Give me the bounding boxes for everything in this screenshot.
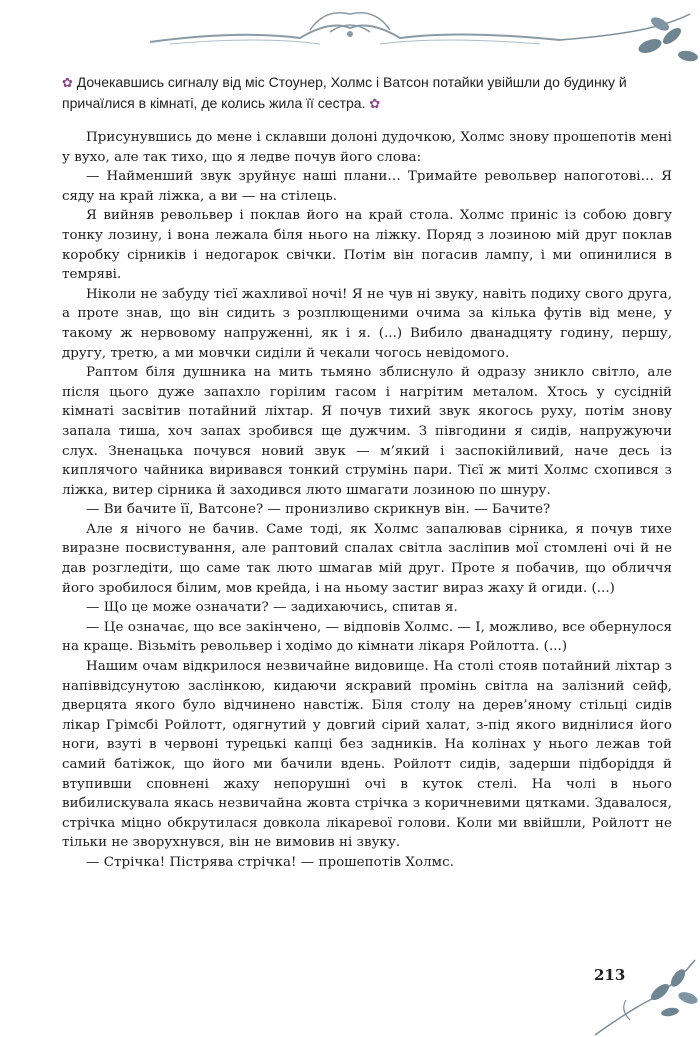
paragraph: — Найменший звук зруйнує наші плани… Тримайте револьвер напоготові… Я сяду на край ліжка, а ви — на стілець. xyxy=(62,169,672,204)
paragraph: Але я нічого не бачив. Саме тоді, як Холмс запалював сірника, я почув тихе виразне посвистування, але раптовий спалах світла засліпив мої стомлені очі й не дав розгледіти, що саме так люто шмагав мій друг. Проте я побачив, що обличчя його зробилося білим, мов крейда, і на ньому застиг вираз жаху й огиди. (...) xyxy=(62,521,672,596)
intro-text: Дочекавшись сигналу від міс Стоунер, Холмс і Ватсон потайки увійшли до будинку й причаїлися в кімнаті, де колись жила її сестра. xyxy=(62,74,627,111)
flower-icon: ✿ xyxy=(62,75,73,90)
paragraph: Раптом біля душника на мить тьмяно зблиснуло й одразу зникло світло, але після цього дуже запахло горілим гасом і нагрітим металом. Хтось у сусідній кімнаті засвітив потайний ліхтар. Я почув тихий звук якогось руху, потім знову запала тиша, хоч запах зробився ще дужчим. З півгодини я сидів, напружуючи слух. Зненацька почувся новий звук — м’який і заспокійливий, наче десь із киплячого чайника виривався тонкий струмінь пари. Тієї ж миті Холмс схопився з ліжка, витер сірника й заходився люто шмагати лозиною по шнуру. xyxy=(62,365,672,498)
story-text xyxy=(62,128,672,873)
paragraph: Присунувшись до мене і склавши долоні дудочкою, Холмс знову прошепотів мені у вухо, але так тихо, що я ледве почув його слова: xyxy=(62,130,672,165)
paragraph: — Це означає, що все закінчено, — відповів Холмс. — І, можливо, все обернулося на краще. Візьміть револьвер і ходімо до кімнати лікаря Ройлотта. (...) xyxy=(62,619,672,655)
paragraph: Ніколи не забуду тієї жахливої ночі! Я не чув ні звуку, навіть подиху свого друга, а проте знав, що він сидить з розплющеними очима за кілька футів від мене, у такому ж нервовому напруженні, як і я. (...) Вибило дванадцяту годину, першу, другу, третю, а ми мовчки сиділи й чекали чогось невідомого. xyxy=(62,286,672,361)
paragraph: — Що це може означати? — задихаючись, спитав я. xyxy=(86,600,458,616)
flower-icon: ✿ xyxy=(369,96,381,111)
paragraph: — Стрічка! Пістрява стрічка! — прошепотів Холмс. xyxy=(86,854,454,870)
page-number: 213 xyxy=(594,966,626,984)
paragraph: — Ви бачите її, Ватсоне? — пронизливо скрикнув він. — Бачите? xyxy=(86,502,551,518)
intro-block xyxy=(62,72,672,114)
bottom-ornament xyxy=(590,940,700,1037)
top-ornament xyxy=(0,0,700,70)
paragraph: Я вийняв револьвер і поклав його на край стола. Холмс приніс із собою довгу тонку лозину, і вона лежала біля нього на ліжку. Поряд з лозиною мій друг поклав коробку сірників і недогарок свічки. Потім він погасив лампу, і ми опинилися в темряві. xyxy=(62,208,672,283)
paragraph: Нашим очам відкрилося незвичайне видовище. На столі стояв потайний ліхтар з напіввідсунутою заслінкою, кидаючи яскравий промінь світла на залізний сейф, дверцята якого було відчинено навстіж. Біля столу на дерев’яному стільці сидів лікар Грімсбі Ройлотт, одягнутий у довгий сірий халат, з-під якого виднілися його ноги, взуті в червоні турецькі капці без задників. На колінах у нього лежав той самий батіжок, що його ми бачили вдень. Ройлотт сидів, задерши підборіддя й втупивши сповнені жаху непорушні очі в куток стелі. На чолі в нього вибилискувала якась незвичайна жовта стрічка з коричневими цятками. Здавалося, стрічка міцно обкрутилася довкола лікаревої голови. Коли ми ввійшли, Ройлотт не тільки не зворухнувся, він не вимовив ні звуку. xyxy=(62,659,672,851)
